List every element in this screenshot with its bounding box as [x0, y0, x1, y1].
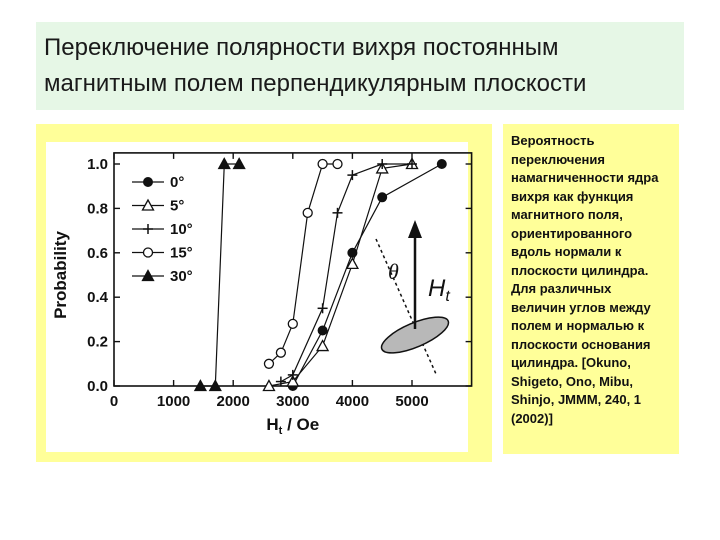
probability-chart [36, 124, 492, 462]
slide-title-line: Переключение полярности вихря постоянным [44, 34, 559, 61]
x-tick-label: 2000 [216, 393, 250, 410]
caption-line: намагниченности ядра [511, 170, 659, 185]
x-tick-label: 1000 [156, 393, 191, 410]
x-tick-label: 4000 [335, 393, 370, 410]
slide-title-box [36, 22, 684, 110]
y-tick-label: 0.4 [87, 289, 108, 307]
data-point [288, 319, 297, 328]
data-point [264, 359, 273, 368]
data-point [318, 160, 327, 169]
y-tick-label: 1.0 [87, 156, 108, 173]
caption-line: Для различных [511, 281, 612, 296]
caption-line: цилиндра. [Okuno, [511, 355, 631, 370]
y-tick-label: 0.6 [87, 244, 108, 262]
x-tick-label: 3000 [276, 393, 310, 410]
caption-line: вдоль нормали к [511, 244, 622, 259]
caption-line: плоскости основания [511, 336, 651, 352]
data-point [378, 193, 387, 202]
data-point [318, 326, 327, 335]
y-tick-label: 0.8 [87, 200, 108, 218]
data-point [437, 160, 446, 169]
caption-line: ориентированного [511, 225, 633, 241]
caption-line: полем и нормалью к [511, 318, 645, 333]
y-axis-title: Probability [51, 231, 70, 319]
caption-line: плоскости цилиндра. [511, 262, 649, 278]
legend-marker [144, 178, 153, 187]
y-tick-label: 0.2 [87, 333, 108, 351]
legend-marker [144, 248, 153, 257]
x-axis-title: $H_t$ / Oe [266, 415, 320, 437]
y-tick-label: 0.0 [87, 378, 108, 395]
caption-line: переключения [511, 151, 605, 167]
legend-label: 10° [170, 221, 193, 238]
slide-title-line: магнитным полем перпендикулярным плоскости [44, 70, 587, 97]
caption-line: Вероятность [511, 133, 595, 148]
data-point [333, 160, 342, 169]
data-point [303, 208, 312, 217]
slide-title [44, 30, 586, 102]
caption-line: (2002)] [511, 410, 553, 426]
caption-text [511, 132, 675, 428]
inset-field-label-sub: t [445, 288, 450, 305]
caption-line: Shinjo, JMMM, 240, 1 [511, 392, 642, 407]
x-tick-label: 5000 [395, 393, 429, 410]
data-point [276, 348, 285, 357]
legend-label: 15° [170, 244, 193, 262]
caption-line: Shigeto, Ono, Mibu, [511, 373, 634, 389]
x-tick-label: 0 [109, 393, 119, 410]
caption-line: величин углов между [511, 299, 651, 315]
legend-label: 5° [170, 197, 185, 215]
inset-theta-label: θ [388, 259, 399, 284]
caption-line: вихря как функция [511, 188, 634, 204]
inset-field-label-main: H [428, 275, 446, 302]
caption-box [503, 124, 679, 454]
legend-label: 30° [170, 268, 193, 285]
legend-label: 0° [170, 174, 185, 191]
caption-line: магнитного поля, [511, 207, 623, 222]
